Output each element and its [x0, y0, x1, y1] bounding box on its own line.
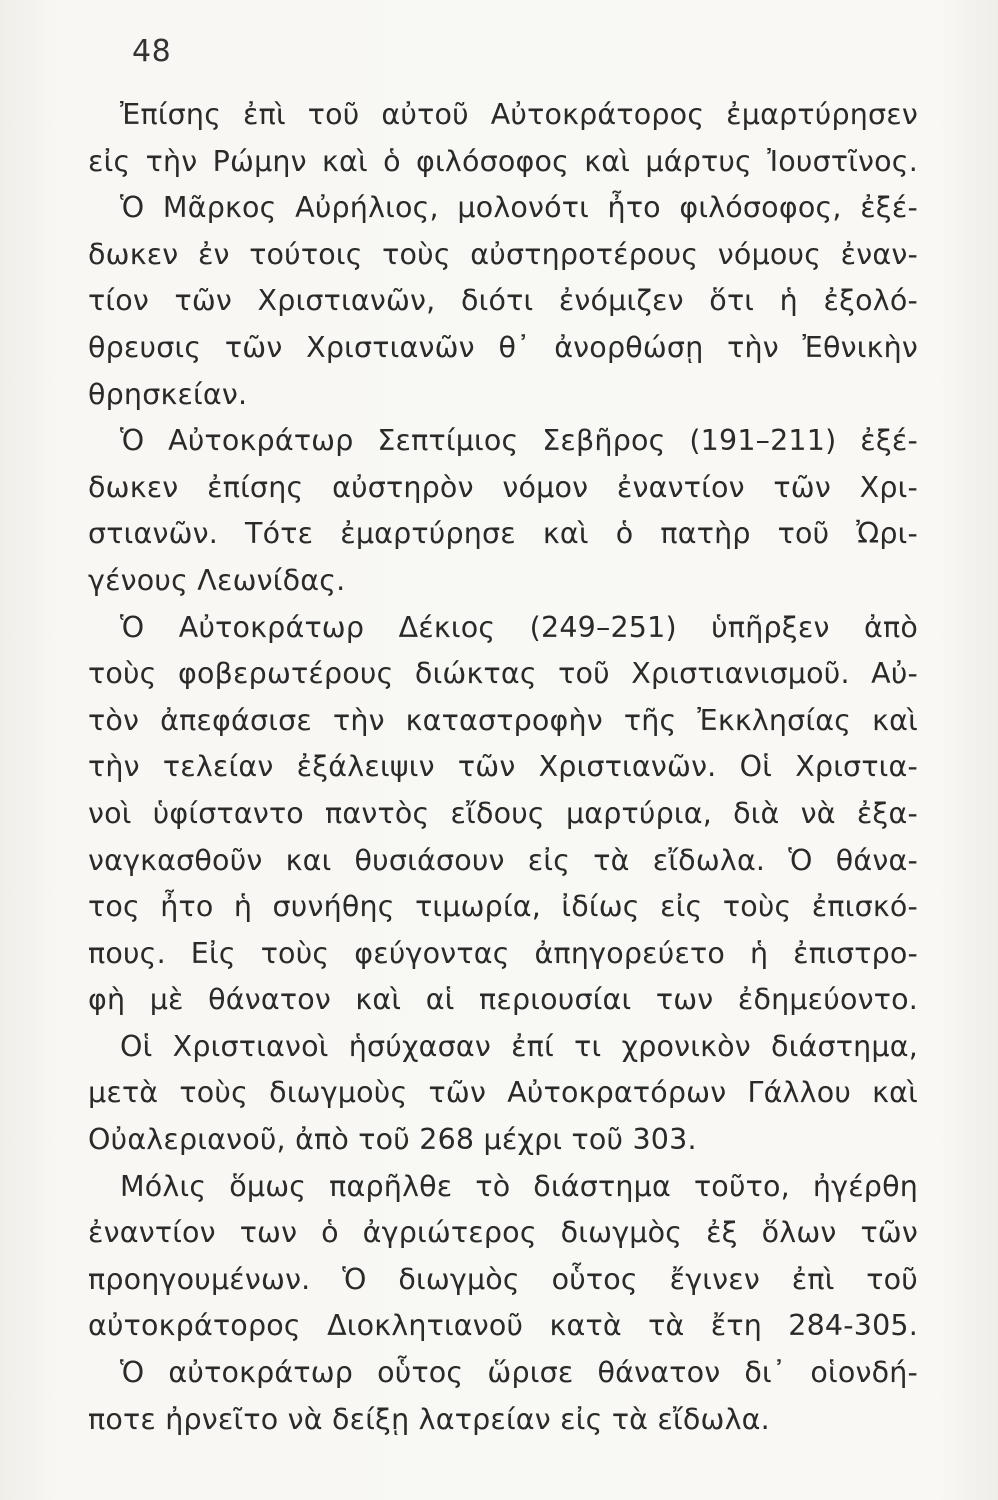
- text-line: Ὁ Αὐτοκράτωρ Δέκιος (249–251) ὑπῆρξεν ἀπὸ: [120, 610, 918, 644]
- text-line: ναγκασθοῦν και θυσιάσουν εἰς τὰ εἴδωλα. Ὁ θάνα-: [88, 843, 918, 877]
- text-line: τοὺς φοβερωτέρους διώκτας τοῦ Χριστιανισμοῦ. Αὐ-: [88, 657, 918, 691]
- page-number: 48: [132, 34, 172, 69]
- text-line: εἰς τὴν Ρώμην καὶ ὁ φιλόσοφος καὶ μάρτυς Ἰουστῖνος.: [88, 144, 918, 178]
- text-line: Οἱ Χριστιανοὶ ἡσύχασαν ἐπί τι χρονικὸν διάστημα,: [120, 1029, 918, 1063]
- text-line: Ὁ Αὐτοκράτωρ Σεπτίμιος Σεβῆρος (191–211) ἐξέ-: [120, 424, 918, 458]
- text-line: φὴ μὲ θάνατον καὶ αἱ περιουσίαι των ἐδημεύοντο.: [88, 983, 918, 1017]
- text-line: ποτε ἠρνεῖτο νὰ δείξῃ λατρείαν εἰς τὰ εἴδωλα.: [88, 1402, 770, 1436]
- text-line: προηγουμένων. Ὁ διωγμὸς οὗτος ἔγινεν ἐπὶ τοῦ: [88, 1262, 918, 1296]
- text-line: Ὁ Μᾶρκος Αὐρήλιος, μολονότι ἦτο φιλόσοφος, ἐξέ-: [120, 191, 918, 225]
- text-line: τὸν ἀπεφάσισε τὴν καταστροφὴν τῆς Ἐκκλησίας καὶ: [88, 703, 918, 737]
- body-text: [88, 92, 918, 1443]
- text-line: αὐτοκράτορος Διοκλητιανοῦ κατὰ τὰ ἔτη 284-305.: [88, 1309, 918, 1343]
- text-line: ἐναντίον των ὁ ἀγριώτερος διωγμὸς ἐξ ὅλων τῶν: [88, 1216, 918, 1250]
- text-line: Ὁ αὐτοκράτωρ οὗτος ὥρισε θάνατον δι᾽ οἱονδή-: [120, 1356, 918, 1390]
- text-line: Μόλις ὅμως παρῆλθε τὸ διάστημα τοῦτο, ἠγέρθη: [120, 1169, 918, 1203]
- text-line: νοὶ ὑφίσταντο παντὸς εἴδους μαρτύρια, διὰ νὰ ἐξα-: [88, 796, 918, 830]
- text-line: θρευσις τῶν Χριστιανῶν θ᾽ ἀνορθώσῃ τὴν Ἐθνικὴν: [88, 330, 918, 364]
- text-line: τὴν τελείαν ἐξάλειψιν τῶν Χριστιανῶν. Οἱ Χριστια-: [88, 750, 918, 784]
- text-line: θρησκείαν.: [88, 377, 248, 411]
- text-line: Ἐπίσης ἐπὶ τοῦ αὐτοῦ Αὐτοκράτορος ἐμαρτύρησεν: [120, 98, 918, 131]
- text-line: πους. Εἰς τοὺς φεύγοντας ἀπηγορεύετο ἡ ἐπιστρο-: [88, 936, 918, 970]
- text-line: μετὰ τοὺς διωγμοὺς τῶν Αὐτοκρατόρων Γάλλου καὶ: [88, 1076, 918, 1110]
- text-line: δωκεν ἐπίσης αὐστηρὸν νόμον ἐναντίον τῶν Χρι-: [88, 470, 918, 504]
- text-line: τίον τῶν Χριστιανῶν, διότι ἐνόμιζεν ὅτι ἡ ἐξολό-: [88, 284, 918, 318]
- text-line: γένους Λεωνίδας.: [88, 563, 346, 597]
- text-line: Οὐαλεριανοῦ, ἀπὸ τοῦ 268 μέχρι τοῦ 303.: [88, 1123, 697, 1157]
- text-line: δωκεν ἐν τούτοις τοὺς αὐστηροτέρους νόμους ἐναν-: [88, 237, 918, 271]
- text-line: τος ἦτο ἡ συνήθης τιμωρία, ἰδίως εἰς τοὺς ἐπισκό-: [88, 890, 918, 924]
- text-line: στιανῶν. Τότε ἐμαρτύρησε καὶ ὁ πατὴρ τοῦ Ὠρι-: [88, 517, 918, 551]
